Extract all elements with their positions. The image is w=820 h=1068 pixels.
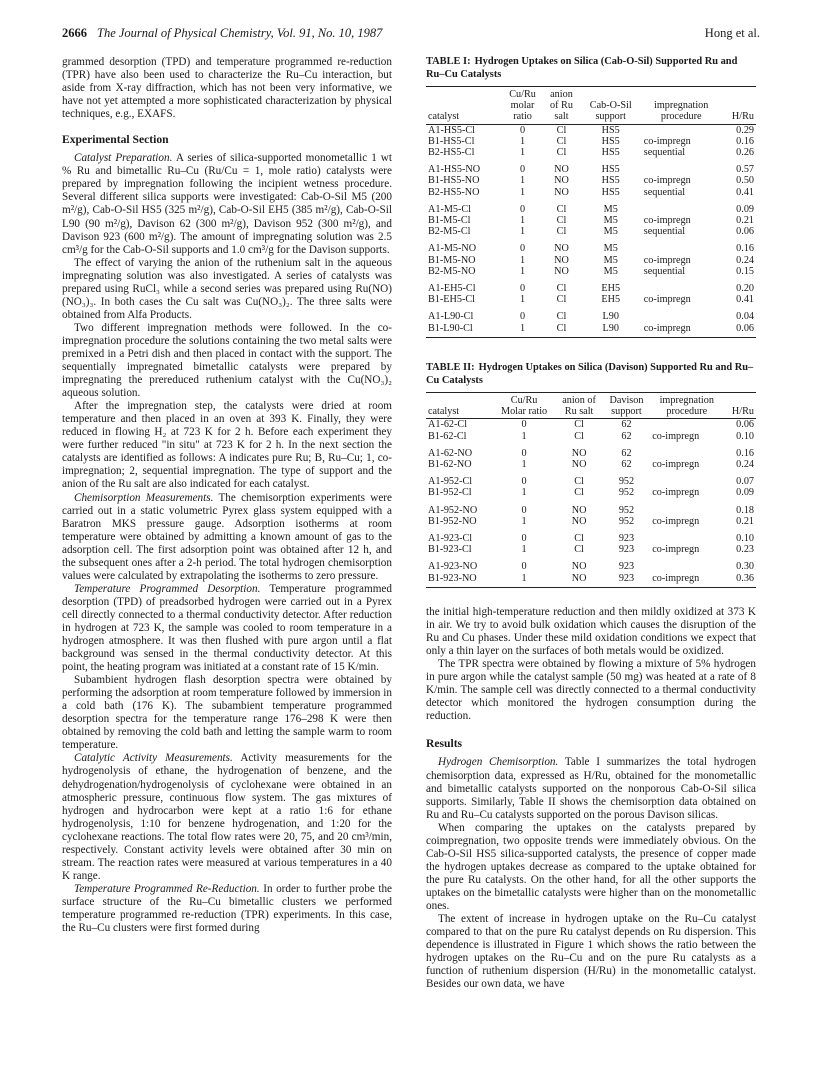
table-cell: co-impregn (652, 515, 700, 527)
paragraph: The effect of varying the anion of the ruthenium salt in the aqueous impregnating solution was also investigated. A series of catalysts was prepared using RuCl₃ while a second series was prepared using Ru(NO)(NO₃)₃. In both cases the Cu salt was Cu(NO₃)₂. The three salts were obtained from Alfa Products. (62, 256, 392, 321)
table-cell: co-impregn (643, 294, 691, 306)
column-header (426, 100, 502, 111)
table-row (426, 459, 756, 470)
paragraph-text: Activity measurements for the hydrogenolysis of ethane, the hydrogenation of benzene, and the dehydrogenation/hydrogenolysis of cyclohexane were obtained in an atmospheric pressure, continuous flow system. The gas mixtures of hydrogen and hydrocarbon were kept at a ratio 1:6 for ethane hydrogenolysis, 1:10 for benzene hydrogenation, and 1:20 for the cyclohexane reactions. The total flow rates were 20, 75, and 20 cm³/min, respectively. Constant activity levels were obtained after 30 min on stream. The reaction rates were measured at various temperatures in a 40 K range. (62, 752, 392, 882)
table-cell: 0.16 (736, 447, 754, 459)
column-header: procedure (650, 406, 723, 419)
table-cell: Cl (556, 135, 567, 147)
table-cell: M5 (603, 254, 618, 266)
table-cell: 62 (621, 430, 632, 442)
table1-caption (426, 56, 756, 81)
table-cell: L90 (580, 323, 642, 338)
table-cell: B1-M5-Cl (428, 215, 471, 227)
table-cell: B1-M5-NO (428, 254, 476, 266)
table-cell: M5 (603, 265, 618, 277)
column-header: salt (543, 111, 579, 124)
column-header: ratio (502, 111, 543, 124)
table-cell: NO (555, 573, 602, 588)
table-cell: co-impregn (643, 135, 691, 147)
table-cell: 1 (521, 430, 527, 442)
table-cell: NO (571, 459, 587, 471)
table-cell: Cl (574, 419, 584, 431)
table-cell: 0.16 (736, 243, 754, 255)
table-cell: M5 (603, 243, 618, 255)
table-row (426, 544, 756, 555)
table-cell (650, 419, 723, 431)
table-cell: NO (554, 243, 569, 255)
table-cell: Cl (556, 203, 567, 215)
table-cell: B2-M5-Cl (428, 226, 471, 238)
table-cell (642, 305, 721, 322)
table-cell: HS5 (601, 175, 620, 187)
column-header: Cab-O-Sil (589, 100, 632, 112)
table-cell: 0 (521, 533, 527, 545)
table-row (426, 487, 756, 498)
table-cell: B1-HS5-Cl (428, 135, 475, 147)
table-cell: 62 (621, 419, 632, 431)
table-row (426, 499, 756, 516)
paragraph: The TPR spectra were obtained by flowing a mixture of 5% hydrogen in pure argon while the catalyst sample (50 mg) was heated at a rate of 8 K/min. The sample cell was directly connected to a thermal conductivity detector which monitored the hydrogen consumption during the reduction. (426, 658, 756, 723)
section-heading: Results (426, 737, 463, 751)
table1-number: TABLE I: (426, 56, 471, 67)
table-cell: 0.10 (736, 430, 754, 442)
table-cell: 0 (521, 561, 527, 573)
column-header (426, 393, 493, 407)
table-row (426, 237, 756, 254)
paragraph-text: The chemisorption experiments were carried out in a static volumetric Pyrex glass system equipped with a Baratron MKS pressure gauge. Adsorption isotherms at room temperature were obtained by admitting a known amount of gas to the adsorption cell. The first adsorption point was obtained after 12 h, and the subsequent ones after a 2-h period. The total hydrogen chemisorption values were calculated by extrapolating the isotherms to zero pressure. (62, 491, 392, 582)
table-cell (650, 442, 723, 459)
table-cell: A1-952-NO (428, 504, 478, 516)
table-row (426, 470, 756, 487)
table-row (426, 215, 756, 226)
table-row (426, 124, 756, 136)
table-cell: A1-L90-Cl (428, 311, 474, 323)
column-header: molar (510, 100, 535, 112)
table-row (426, 294, 756, 305)
table-cell: M5 (603, 203, 618, 215)
table-cell: 0.09 (736, 203, 754, 215)
table-cell: 0.09 (736, 487, 754, 499)
table1-caption-text: Hydrogen Uptakes on Silica (Cab-O-Sil) Supported Ru and Ru–Cu Catalysts (426, 56, 738, 80)
paragraph: Subambient hydrogen flash desorption spectra were obtained by performing the adsorption at room temperature followed by immersion in a cold bath (176 K). The subambient temperature programmed desorption spectra for the temperature range 176–298 K were then obtained by removing the cold bath and letting the sample warm to room temperature. (62, 674, 392, 752)
table2-number: TABLE II: (426, 362, 475, 373)
table-cell: NO (571, 561, 587, 573)
table2 (426, 392, 756, 588)
table-cell: Cl (556, 311, 567, 323)
table-cell: 0.20 (736, 283, 754, 295)
table-cell: 0.06 (721, 323, 756, 338)
table-cell: A1-EH5-Cl (428, 283, 476, 295)
column-header (723, 393, 756, 407)
paragraph-text: In order to further probe the surface structure of the Ru–Cu bimetallic clusters we performed temperature programmed re-reduction (TPR) experiments. In this case, the Ru–Cu clusters were first formed during (62, 882, 393, 935)
table-cell: Cl (556, 283, 567, 295)
table-cell: sequential (643, 265, 686, 277)
column-header: H/Ru (721, 111, 756, 124)
column-header (721, 87, 756, 101)
table-cell (642, 198, 721, 215)
table-cell: 1 (493, 573, 556, 588)
column-header: support (603, 406, 651, 419)
table-cell: B1-952-NO (428, 515, 477, 527)
table-cell: NO (554, 164, 569, 176)
table-cell: 1 (521, 487, 527, 499)
table-cell: B1-923-NO (426, 573, 493, 588)
table-cell: 0 (520, 164, 526, 176)
table-cell: 952 (618, 515, 635, 527)
table-cell: co-impregn (642, 323, 721, 338)
table-row (426, 158, 756, 175)
table-cell (642, 237, 721, 254)
table-cell: EH5 (601, 294, 621, 306)
table-cell: 0.04 (736, 311, 754, 323)
table1 (426, 86, 756, 338)
running-header (62, 26, 382, 41)
paragraph-text: A series of silica-supported monometallic 1 wt % Ru and bimetallic Ru–Cu (Ru/Cu = 1, mole ratio) catalysts were prepared by impregnation following the incipient wetness procedure. Several different silica supports were investigated: Cab-O-Sil M5 (200 m²/g), Cab-O-Sil HS5 (325 m²/g), Cab-O-Sil EH5 (385 m²/g), Cab-O-Sil L90 (90 m²/g), Davison 62 (300 m²/g), Davison 952 (300 m²/g), and Davison 923 (600 m²/g). The amount of impregnating solution was 2.5 cm³/g for the Cab-O-Sil supports and 1.0 cm³/g for the Davison supports. (62, 152, 392, 256)
table-row (426, 431, 756, 442)
table-row (426, 419, 756, 431)
table-cell: A1-62-Cl (428, 419, 468, 431)
table-cell: 0.06 (736, 419, 754, 431)
table-cell (642, 158, 721, 175)
table-cell: B2-M5-NO (428, 265, 476, 277)
table-cell: B2-HS5-NO (428, 186, 480, 198)
column-header (721, 100, 756, 111)
table-cell: A1-M5-NO (428, 243, 477, 255)
table-cell: 1 (520, 265, 526, 277)
table-cell: 923 (618, 561, 635, 573)
paragraph: The extent of increase in hydrogen uptake on the Ru–Cu catalyst compared to that on the pure Ru catalyst depends on Ru dispersion. This dependence is illustrated in Figure 1 which shows the ratio between the hydrogen uptakes on the Ru–Cu and on the pure Ru catalysts as a function of ruthenium dispersion (H/Ru) in the monometallic catalyst. Besides our own data, we have (426, 913, 756, 991)
table-cell: 0 (520, 203, 526, 215)
table-cell: 952 (618, 487, 635, 499)
paragraph (426, 756, 756, 821)
table-cell: co-impregn (643, 215, 691, 227)
table-cell: HS5 (601, 147, 620, 159)
table-cell: 0.24 (736, 254, 754, 266)
table-cell: B1-62-NO (428, 459, 472, 471)
table-cell: 0.24 (736, 459, 754, 471)
paragraph (62, 492, 392, 583)
table-cell: 1 (520, 186, 526, 198)
table-cell: Cl (556, 294, 567, 306)
paragraph-text: Temperature programmed desorption (TPD) of preadsorbed hydrogen were carried out in a Pyrex cell directly connected to a thermal conductivity detector. After reduction in hydrogen at 723 K, the sample was cooled to room temperature in a hydrogen atmosphere. It was then flushed with pure argon until a flat background was sensed in the thermal conductivity detector. At this point, the heating program was initiated at a constant rate of 15 K/min. (62, 582, 392, 674)
table-cell (650, 470, 723, 487)
table-cell: 923 (618, 544, 635, 556)
paragraph: the initial high-temperature reduction and then mildly oxidized at 373 K in air. We try to avoid bulk oxidation which causes the disruption of the Ru and Cu phases. Under these mild oxidation conditions we expect that only a thin layer on the surfaces of both metals would be oxidized. (426, 606, 756, 658)
column-header: catalyst (426, 111, 502, 124)
section-heading: Experimental Section (62, 133, 169, 147)
table-header-row (426, 393, 756, 407)
table-cell: sequential (643, 147, 686, 159)
table-cell: 0.29 (736, 124, 754, 136)
table-cell: 0 (521, 476, 527, 488)
table-cell: 1 (520, 226, 526, 238)
table-cell: M5 (603, 215, 618, 227)
table-row (426, 136, 756, 147)
table-row (426, 266, 756, 277)
journal-citation: The Journal of Physical Chemistry, Vol. 91, No. 10, 1987 (97, 26, 383, 40)
table-cell: 0 (520, 124, 526, 136)
table-cell: NO (554, 265, 569, 277)
table-cell: co-impregn (652, 544, 700, 556)
table-cell: 923 (618, 533, 635, 545)
table-cell: A1-952-Cl (428, 476, 473, 488)
running-header-authors: Hong et al. (704, 26, 760, 40)
table-cell: Cl (574, 533, 584, 545)
table-cell: 0 (521, 419, 527, 431)
table-cell: co-impregn (652, 459, 700, 471)
table-cell: NO (554, 175, 569, 187)
left-column (62, 56, 392, 935)
table-cell: 0.21 (736, 215, 754, 227)
table-row (426, 226, 756, 237)
column-header: impregnation (650, 393, 723, 407)
table-cell: co-impregn (650, 573, 723, 588)
table-cell: 0.15 (736, 265, 754, 277)
run-in-heading: Temperature Programmed Desorption. (74, 582, 261, 595)
table-cell (642, 277, 721, 294)
table-row (426, 323, 756, 338)
table-cell: Cl (556, 124, 567, 136)
table-cell: 0.26 (736, 147, 754, 159)
table-cell: NO (571, 447, 587, 459)
table-cell: A1-62-NO (428, 447, 473, 459)
column-header: support (580, 111, 642, 124)
table-cell: Cl (556, 147, 567, 159)
column-header: Ru salt (555, 406, 602, 419)
table-cell (650, 527, 723, 544)
table-row (426, 147, 756, 158)
table-cell: 0 (520, 283, 526, 295)
table-cell: 0.18 (736, 504, 754, 516)
column-header (580, 87, 642, 101)
table-cell: HS5 (601, 124, 620, 136)
page-number: 2666 (62, 26, 87, 40)
column-header: Cu/Ru (493, 393, 556, 407)
table-cell: Cl (543, 323, 579, 338)
table-cell: 923 (603, 573, 651, 588)
table-cell: 62 (621, 447, 632, 459)
column-header: catalyst (426, 406, 493, 419)
table-cell: 952 (618, 504, 635, 516)
table-cell: 0.41 (736, 186, 754, 198)
paragraph (62, 883, 392, 935)
table-cell: B1-923-Cl (428, 544, 472, 556)
table-cell: L90 (602, 311, 619, 323)
paragraph: grammed desorption (TPD) and temperature programmed re-reduction (TPR) have also been used to characterize the Ru–Cu interaction, but aside from X-ray diffraction, which has not been very informative, we have not yet attempted a more sophisticated characterization by physical techniques, e.g., EXAFS. (62, 56, 392, 121)
table-cell: A1-923-Cl (428, 533, 473, 545)
column-header (426, 87, 502, 101)
table-cell: co-impregn (652, 430, 700, 442)
column-header: Cu/Ru (502, 87, 543, 101)
table-cell: 1 (521, 459, 527, 471)
table-cell: EH5 (601, 283, 621, 295)
table-row (426, 573, 756, 588)
table-cell: HS5 (601, 164, 620, 176)
column-header: Molar ratio (493, 406, 556, 419)
paragraph: After the impregnation step, the catalysts were dried at room temperature and then placed in an oven at 393 K. Finally, they were reduced in flowing H₂ at 723 K for 2 h. Before each experiment they were further reduced "in situ" at 723 K for 2 h. In the next section the catalysts are identified as follows: A indicates pure Ru; B, Ru–Cu; 1, co-impregnation; 2, sequential impregnation. The type of support and the anion of the Ru salt are also indicated for each catalyst. (62, 400, 392, 491)
table-cell: HS5 (601, 186, 620, 198)
paragraph (62, 152, 392, 256)
table-cell: 1 (521, 544, 527, 556)
table-cell: B1-L90-Cl (426, 323, 502, 338)
paragraph: Two different impregnation methods were followed. In the co-impregnation procedure the solutions containing the two metal salts were premixed in a Petri dish and then placed in contact with the support. The sequentially impregnated bimetallic catalysts were prepared by impregnating the prereduced ruthenium catalyst with the Cu(NO₃)₂ aqueous solution. (62, 321, 392, 400)
table-header-row (426, 406, 756, 419)
table-row (426, 555, 756, 572)
table-cell: 0.41 (736, 294, 754, 306)
table-cell: A1-M5-Cl (428, 203, 472, 215)
table-cell: 0.16 (736, 135, 754, 147)
table-cell: co-impregn (643, 254, 691, 266)
table-cell: 62 (621, 459, 632, 471)
table-cell: 0.23 (736, 544, 754, 556)
table-cell: B2-HS5-Cl (428, 147, 475, 159)
table-cell: co-impregn (652, 487, 700, 499)
table-cell: 1 (520, 254, 526, 266)
table-cell: A1-HS5-NO (428, 164, 481, 176)
table-cell: 0 (521, 447, 527, 459)
table-cell: 1 (520, 175, 526, 187)
table-cell: HS5 (601, 135, 620, 147)
table-row (426, 442, 756, 459)
table-row (426, 305, 756, 322)
run-in-heading: Temperature Programmed Re-Reduction. (74, 882, 260, 895)
paragraph (62, 583, 392, 674)
table-cell: NO (571, 515, 587, 527)
table-cell: 1 (520, 294, 526, 306)
table-cell: B1-952-Cl (428, 487, 472, 499)
table-row (426, 527, 756, 544)
table-row (426, 175, 756, 186)
table-cell: 0 (521, 504, 527, 516)
table-cell: sequential (643, 226, 686, 238)
column-header: anion of (555, 393, 602, 407)
table-cell: Cl (574, 544, 584, 556)
table-cell: 0.07 (736, 476, 754, 488)
table-row (426, 187, 756, 198)
table-cell: NO (554, 186, 569, 198)
table-cell: 1 (520, 147, 526, 159)
paragraph (62, 752, 392, 882)
table-cell: 0.30 (736, 561, 754, 573)
table-cell: 0.36 (723, 573, 756, 588)
table-cell: 1 (521, 515, 527, 527)
run-in-heading: Hydrogen Chemisorption. (438, 756, 559, 769)
column-header (642, 87, 721, 101)
table-cell: 952 (618, 476, 635, 488)
column-header: H/Ru (723, 406, 756, 419)
run-in-heading: Catalyst Preparation. (74, 152, 173, 165)
table-header-row (426, 100, 756, 111)
run-in-heading: Chemisorption Measurements. (74, 491, 214, 504)
right-column (426, 606, 756, 991)
table-cell: Cl (574, 487, 584, 499)
column-header: impregnation (654, 100, 709, 112)
table-cell: A1-923-NO (428, 561, 478, 573)
table2-caption-text: Hydrogen Uptakes on Silica (Davison) Supported Ru and Ru–Cu Catalysts (426, 362, 754, 386)
column-header: anion (543, 87, 579, 101)
table-cell: 1 (520, 215, 526, 227)
table-row (426, 255, 756, 266)
table-cell (642, 124, 721, 136)
table-header-row (426, 111, 756, 124)
column-header: Davison (603, 393, 651, 407)
table-cell: 0.06 (736, 226, 754, 238)
table-cell: A1-HS5-Cl (428, 124, 475, 136)
table-cell (650, 499, 723, 516)
table-cell: NO (571, 504, 587, 516)
table-cell: Cl (556, 215, 567, 227)
column-header: procedure (642, 111, 721, 124)
table-cell: B1-HS5-NO (428, 175, 480, 187)
table-cell: Cl (574, 430, 584, 442)
table-cell (650, 555, 723, 572)
table-cell: Cl (556, 226, 567, 238)
table-cell: 0.57 (736, 164, 754, 176)
table-cell: 0.10 (736, 533, 754, 545)
table-cell: co-impregn (643, 175, 691, 187)
column-header: of Ru (550, 100, 573, 112)
table-cell: 0 (520, 243, 526, 255)
table-row (426, 198, 756, 215)
table-cell: 0.21 (736, 515, 754, 527)
table-cell: NO (554, 254, 569, 266)
table-header-row (426, 87, 756, 101)
table-row (426, 516, 756, 527)
table-cell: sequential (643, 186, 686, 198)
table-cell: 1 (502, 323, 543, 338)
table-cell: 0 (520, 311, 526, 323)
table-cell: Cl (574, 476, 584, 488)
table-cell: B1-62-Cl (428, 430, 467, 442)
table-cell: M5 (603, 226, 618, 238)
table-cell: 0.50 (736, 175, 754, 187)
table-row (426, 277, 756, 294)
run-in-heading: Catalytic Activity Measurements. (74, 752, 233, 765)
table-cell: B1-EH5-Cl (428, 294, 475, 306)
table2-caption (426, 362, 756, 387)
paragraph-text: Table I summarizes the total hydrogen chemisorption data, expressed as H/Ru, obtained for the monometallic and bimetallic catalysts supported on the nonporous Cab-O-Sil silica supports. Similarly, Table II shows the chemisorption data obtained on Ru and Ru–Cu catalysts supported on the porous Davison silicas. (426, 756, 756, 821)
table-cell: 1 (520, 135, 526, 147)
paragraph: When comparing the uptakes on the catalysts prepared by coimpregnation, two opposite trends were immediately obvious. On the Cab-O-Sil HS5 silica-supported catalysts, the presence of copper made the hydrogen uptakes decrease as compared to the uptake obtained for the pure Ru catalysts. On the other hand, for all the other supports the uptakes on the bimetallic catalysts were higher than on the monometallic ones. (426, 821, 756, 912)
